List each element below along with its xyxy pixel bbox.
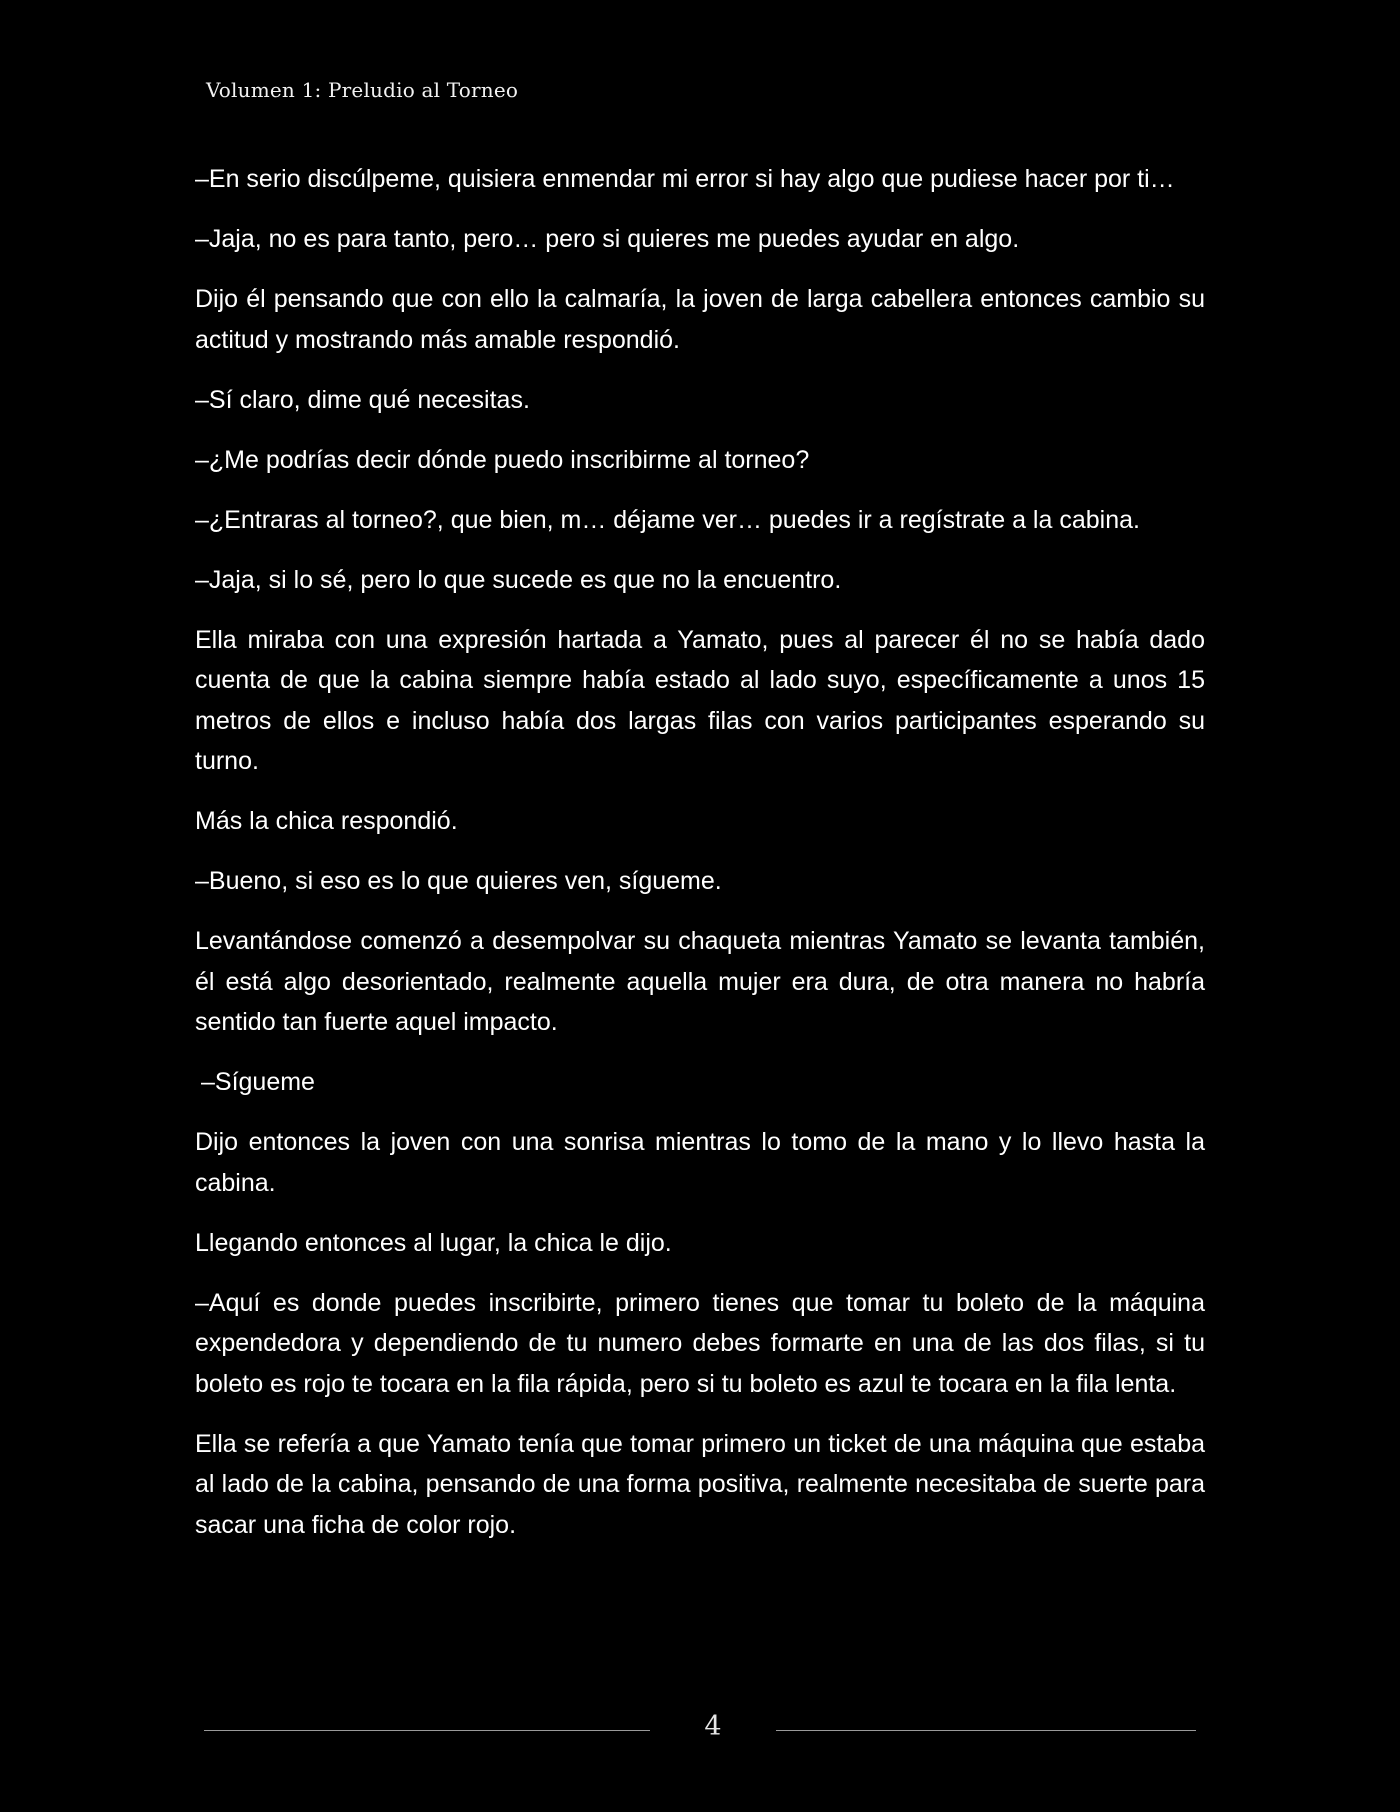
paragraph: Dijo él pensando que con ello la calmaría, la joven de larga cabellera entonces cambio su actitud y mostrando más amable respondió. <box>195 285 1205 354</box>
paragraph: Dijo entonces la joven con una sonrisa mientras lo tomo de la mano y lo llevo hasta la cabina. <box>195 1128 1205 1197</box>
paragraph: –Sígueme <box>201 1068 315 1096</box>
paragraph: –Jaja, no es para tanto, pero… pero si quieres me puedes ayudar en algo. <box>195 225 1020 253</box>
paragraph: Ella se refería a que Yamato tenía que tomar primero un ticket de una máquina que estaba al lado de la cabina, pensando de una forma positiva, realmente necesitaba de suerte para sacar una ficha de color rojo. <box>195 1429 1205 1539</box>
page-body <box>195 159 1205 1565</box>
paragraph: –Aquí es donde puedes inscribirte, primero tienes que tomar tu boleto de la máquina expendedora y dependiendo de tu numero debes formarte en una de las dos filas, si tu boleto es rojo te tocara en la fila rápida, pero si tu boleto es azul te tocara en la fila lenta. <box>195 1288 1205 1398</box>
paragraph: –Bueno, si eso es lo que quieres ven, sígueme. <box>195 867 722 895</box>
paragraph: Más la chica respondió. <box>195 807 458 835</box>
paragraph: –¿Entraras al torneo?, que bien, m… déjame ver… puedes ir a regístrate a la cabina. <box>195 505 1140 534</box>
paragraph: Llegando entonces al lugar, la chica le dijo. <box>195 1228 672 1257</box>
footer-rule-right <box>776 1730 1196 1731</box>
paragraph: –Sí claro, dime qué necesitas. <box>195 385 530 414</box>
running-header: Volumen 1: Preludio al Torneo <box>206 78 519 102</box>
paragraph: –En serio discúlpeme, quisiera enmendar mi error si hay algo que pudiese hacer por ti… <box>195 165 1175 193</box>
page-number: 4 <box>704 1711 722 1742</box>
paragraph: –¿Me podrías decir dónde puedo inscribirme al torneo? <box>195 445 810 474</box>
paragraph: Ella miraba con una expresión hartada a Yamato, pues al parecer él no se había dado cuenta de que la cabina siempre había estado al lado suyo, específicamente a unos 15 metros de ellos e incluso había dos largas filas con varios participantes esperando su turno. <box>195 625 1205 775</box>
paragraph: Levantándose comenzó a desempolvar su chaqueta mientras Yamato se levanta también, él está algo desorientado, realmente aquella mujer era dura, de otra manera no habría sentido tan fuerte aquel impacto. <box>195 927 1205 1036</box>
paragraph: –Jaja, si lo sé, pero lo que sucede es que no la encuentro. <box>195 565 842 594</box>
footer-rule-left <box>204 1730 650 1731</box>
